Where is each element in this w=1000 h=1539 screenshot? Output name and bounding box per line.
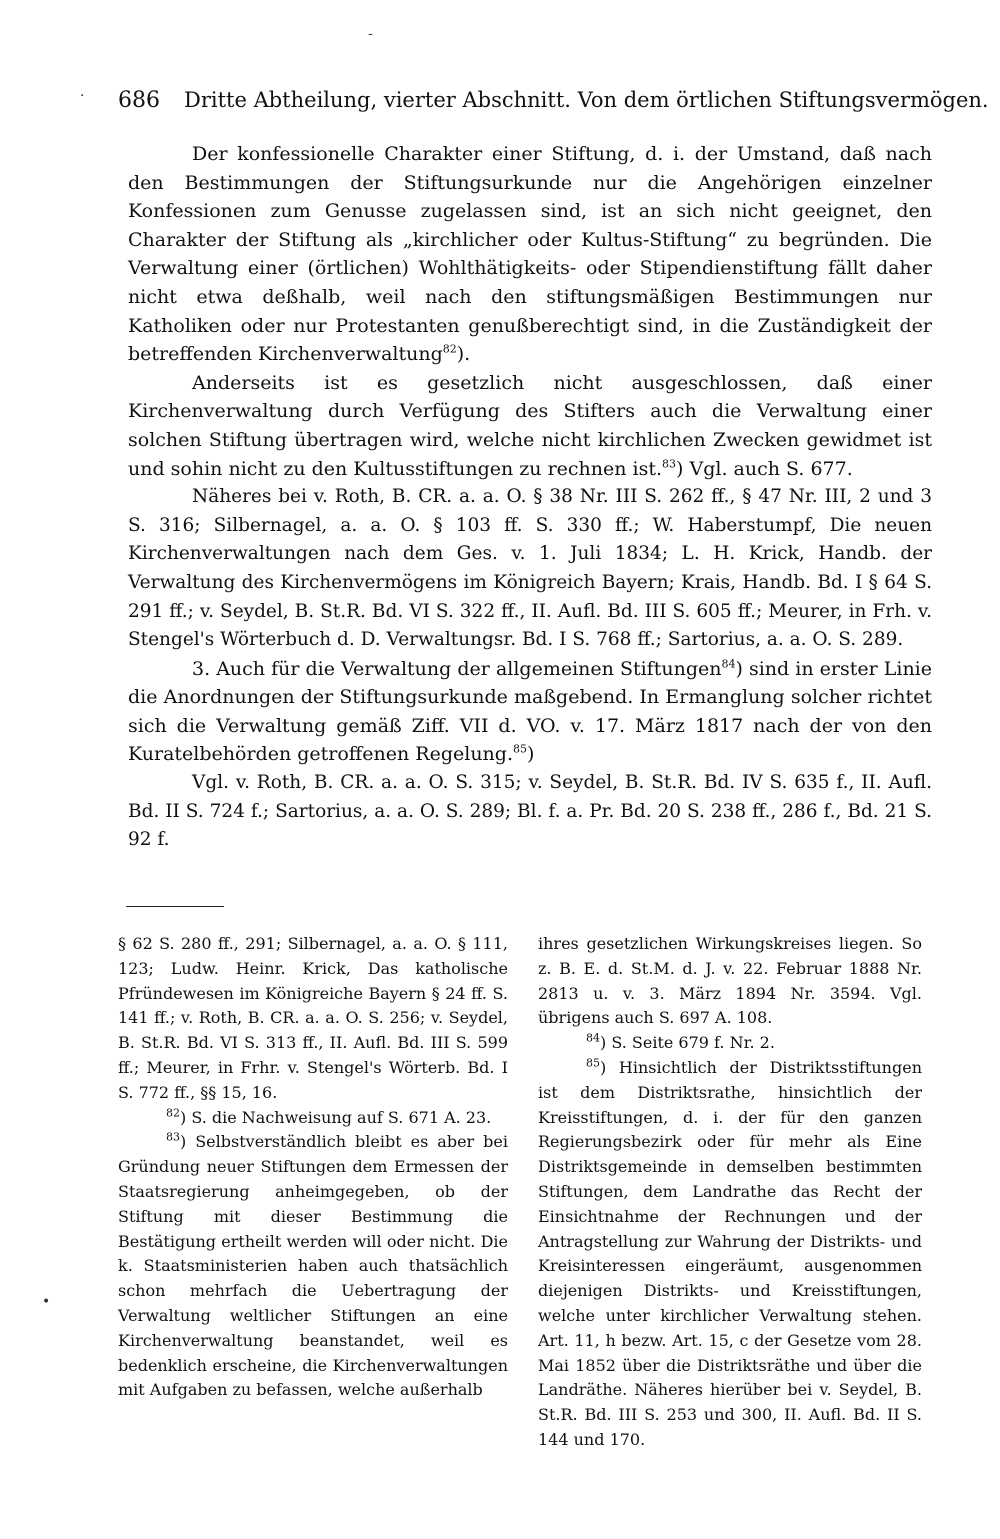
scan-speck: - [368,26,373,42]
running-header [118,86,989,115]
footnote-separator [126,906,224,907]
literature-paragraph-2: Vgl. v. Roth, B. CR. a. a. O. S. 315; v. Seydel, B. St.R. Bd. IV S. 635 f., II. Aufl. Bd. II S. 724 f.; Sartorius, a. a. O. S. 289; Bl. f. a. Pr. Bd. 20 S. 238 ff., 286 f., Bd. 21 S. 92 f. [128,772,932,851]
paragraph-anderseits: Anderseits ist es gesetzlich nicht ausgeschlossen, daß einer Kirchenverwaltung durch Verfügung des Stifters auch die Verwaltung einer solchen Stiftung übertragen wird, welche nicht kirchlichen Zwecken gewidmet ist und sohin nicht zu den Kultusstiftungen zu rechnen ist.$^{83}$) Vgl. auch S. 677. [128,371,932,480]
footnote-82: $^{82}$) S. die Nachweisung auf S. 671 A. 23. [166,1106,492,1127]
footnote-ref-83: 83 [662,457,677,471]
footnote-84: $^{84}$) S. Seite 679 f. Nr. 2. [586,1031,775,1053]
scan-speck: · [80,88,85,104]
scan-speck: • [42,1294,51,1310]
footnote-83: $^{83}$) Selbstverständlich bleibt es aber bei Gründung neuer Stiftungen dem Ermessen der Staatsregierung anheimgegeben, ob der Stiftung mit dieser Bestimmung die Bestätigung ertheilt werden will oder nicht. Die k. Staatsministerien haben auch thatsächlich schon mehrfach die Uebertragung der Verwaltung weltlicher Stiftungen an eine Kirchenverwaltung beanstandet, weil es bedenklich erscheine, die Kirchenverwaltungen mit Aufgaben zu befassen, welche außerhalb [118,1131,508,1400]
main-text [128,140,932,855]
footnote-ref-84: 84 [721,657,736,671]
footnote-83-continuation: ihres gesetzlichen Wirkungskreises liegen. So z. B. E. d. St.M. d. J. v. 22. Februar 1888 Nr. 2813 u. v. 3. März 1894 Nr. 3594. Vgl. übrigens auch S. 697 A. 108. [538,934,922,1028]
page-number: 686 [118,88,160,113]
paragraph-confessional-character: Der konfessionelle Charakter einer Stiftung, d. i. der Umstand, daß nach den Bestimmungen der Stiftungsurkunde nur die Angehörigen einzelner Konfessionen zum Genusse zugelassen sind, ist an sich nicht geeignet, den Charakter der Stiftung als „kirchlicher oder Kultus-Stiftung“ zu begründen. Die Verwaltung einer (örtlichen) Wohlthätigkeits- oder Stipendienstiftung fällt daher nicht etwa deßhalb, weil nach den stiftungsmäßigen Bestimmungen nur Katholiken oder nur Protestanten genußberechtigt sind, in die Zuständigkeit der betreffenden Kirchenverwaltung$^{82}$). [128,143,932,366]
literature-paragraph-1: Näheres bei v. Roth, B. CR. a. a. O. § 38 Nr. III S. 262 ff., § 47 Nr. III, 2 und 3 S. 316; Silbernagel, a. a. O. § 103 ff. S. 330 ff.; W. Haberstumpf, Die neuen Kirchenverwaltungen nach dem Ges. v. 1. Juli 1834; L. H. Krick, Handb. der Verwaltung des Kirchenvermögens im Königreich Bayern; Krais, Handb. Bd. I § 64 S. 291 ff.; v. Seydel, B. St.R. Bd. VI S. 322 ff., II. Aufl. Bd. III S. 605 ff.; Meurer, in Frh. v. Stengel's Wörterbuch d. D. Verwaltungsr. Bd. I S. 768 ff.; Sartorius, a. a. O. S. 289. [128,486,932,651]
footnotes-right-column [538,932,922,1453]
paragraph-general-foundations: 3. Auch für die Verwaltung der allgemeinen Stiftungen$^{84}$) sind in erster Linie die Anordnungen der Stiftungsurkunde maßgebend. In Ermanglung solcher richtet sich die Verwaltung gemäß Ziff. VII d. VO. v. 17. März 1817 nach der von den Kuratelbehörden getroffenen Regelung.$^{85}$) [128,657,933,766]
footnote-continuation: § 62 S. 280 ff., 291; Silbernagel, a. a. O. § 111, 123; Ludw. Heinr. Krick, Das katholische Pfründewesen im Königreiche Bayern § 24 ff. S. 141 ff.; v. Roth, B. CR. a. a. O. S. 256; v. Seydel, B. St.R. Bd. VI S. 313 ff., II. Aufl. Bd. III S. 599 ff.; Meurer, in Frhr. v. Stengel's Wörterb. Bd. I S. 772 ff., §§ 15, 16. [118,934,508,1102]
footnote-ref-85: 85 [513,743,528,757]
running-title: Dritte Abtheilung, vierter Abschnitt. Von dem örtlichen Stiftungsvermögen. [184,88,989,112]
footnote-85: $^{85}$) Hinsichtlich der Distriktsstiftungen ist dem Distriktsrathe, hinsichtlich der Kreisstiftungen, d. i. der für den ganzen Regierungsbezirk oder für mehr als Eine Distriktsgemeinde in demselben bestimmten Stiftungen, dem Landrathe das Recht der Einsichtnahme der Rechnungen und der Antragstellung zur Wahrung der Distrikts- und Kreisinteressen eingeräumt, ausgenommen diejenigen Distrikts- und Kreisstiftungen, welche unter kirchlicher Verwaltung stehen. Art. 11, h bezw. Art. 15, c der Gesetze vom 28. Mai 1852 über die Distriktsräthe und über die Landräthe. Näheres hierüber bei v. Seydel, B. St.R. Bd. III S. 253 und 300, II. Aufl. Bd. II S. 144 und 170. [538,1056,922,1449]
footnotes-left-column [118,932,508,1403]
footnote-ref-82: 82 [442,342,457,356]
